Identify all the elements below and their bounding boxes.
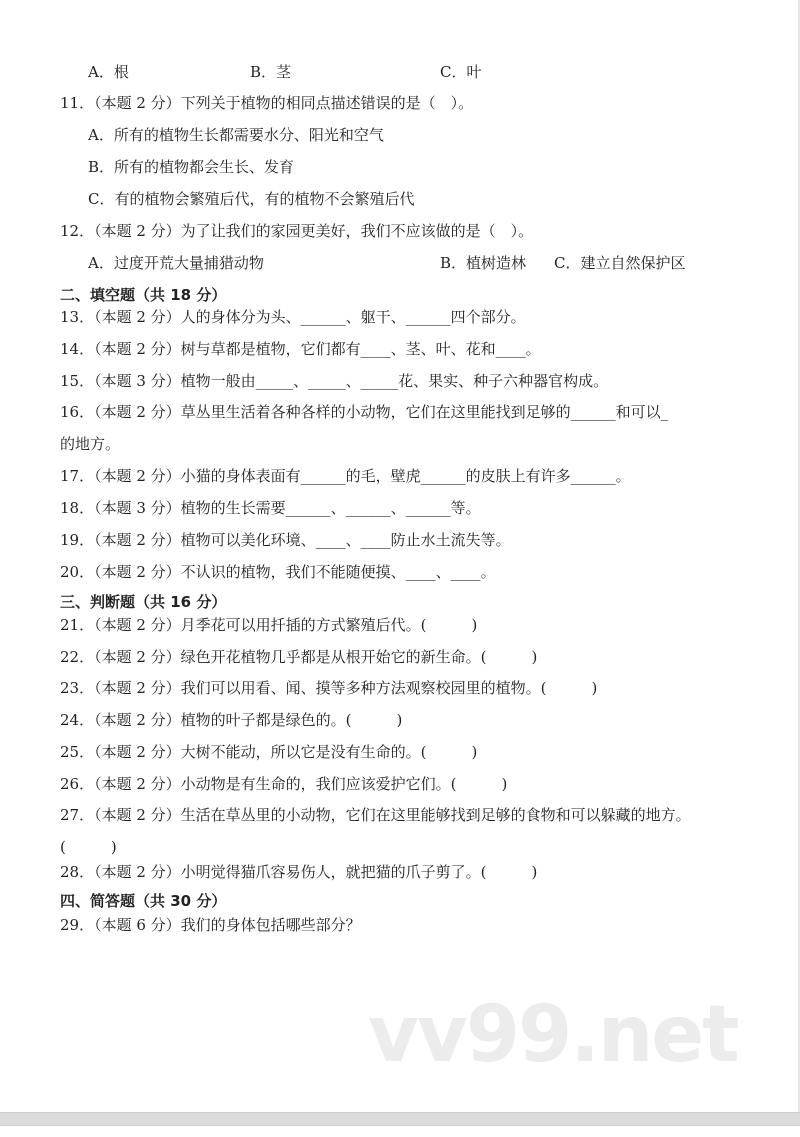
question-15: 15．（本题 3 分）植物一般由_____、_____、_____花、果实、种子六种器官构成。	[60, 372, 609, 390]
section-short-answer-heading: 四、简答题（共 30 分）	[60, 892, 227, 910]
page-separator	[0, 1112, 800, 1126]
q11-option-c: C．有的植物会繁殖后代，有的植物不会繁殖后代	[88, 190, 415, 208]
question-21: 21．（本题 2 分）月季花可以用扦插的方式繁殖后代。( )	[60, 616, 478, 634]
question-16: 16．（本题 2 分）草丛里生活着各种各样的小动物，它们在这里能找到足够的______和可以_	[60, 403, 669, 421]
question-11: 11．（本题 2 分）下列关于植物的相同点描述错误的是（ ）。	[60, 94, 474, 112]
question-27-cont: ( )	[60, 838, 117, 856]
question-29: 29．（本题 6 分）我们的身体包括哪些部分？	[60, 916, 361, 934]
q12-option-b: B．植树造林	[440, 254, 527, 272]
question-13: 13．（本题 2 分）人的身体分为头、______、躯干、______四个部分。	[60, 308, 526, 326]
section-judge-heading: 三、判断题（共 16 分）	[60, 593, 227, 611]
question-16-cont: 的地方。	[60, 435, 121, 453]
q11-option-b: B．所有的植物都会生长、发育	[88, 158, 295, 176]
question-24: 24．（本题 2 分）植物的叶子都是绿色的。( )	[60, 711, 403, 729]
question-26: 26．（本题 2 分）小动物是有生命的，我们应该爱护它们。( )	[60, 775, 508, 793]
question-25: 25．（本题 2 分）大树不能动，所以它是没有生命的。( )	[60, 743, 478, 761]
watermark: vv99.net	[368, 990, 738, 1080]
question-18: 18．（本题 3 分）植物的生长需要______、______、______等。	[60, 499, 481, 517]
q12-option-c: C．建立自然保护区	[554, 254, 686, 272]
q11-option-a: A．所有的植物生长都需要水分、阳光和空气	[88, 126, 384, 144]
question-22: 22．（本题 2 分）绿色开花植物几乎都是从根开始它的新生命。( )	[60, 648, 538, 666]
question-27: 27．（本题 2 分）生活在草丛里的小动物，它们在这里能够找到足够的食物和可以躲藏的地方。	[60, 806, 691, 824]
q10-option-c: C．叶	[440, 63, 482, 81]
question-23: 23．（本题 2 分）我们可以用看、闻、摸等多种方法观察校园里的植物。( )	[60, 679, 598, 697]
question-17: 17．（本题 2 分）小猫的身体表面有______的毛，壁虎______的皮肤上有许多______。	[60, 467, 631, 485]
q10-option-a: A．根	[88, 63, 129, 81]
question-20: 20．（本题 2 分）不认识的植物，我们不能随便摸、____、____。	[60, 563, 496, 581]
question-14: 14．（本题 2 分）树与草都是植物，它们都有____、茎、叶、花和____。	[60, 340, 541, 358]
question-28: 28．（本题 2 分）小明觉得猫爪容易伤人，就把猫的爪子剪了。( )	[60, 863, 538, 881]
question-19: 19．（本题 2 分）植物可以美化环境、____、____防止水土流失等。	[60, 531, 511, 549]
q12-option-a: A．过度开荒大量捕猎动物	[88, 254, 264, 272]
q10-option-b: B．茎	[250, 63, 292, 81]
question-12: 12．（本题 2 分）为了让我们的家园更美好，我们不应该做的是（ ）。	[60, 222, 534, 240]
section-fill-heading: 二、填空题（共 18 分）	[60, 286, 227, 304]
